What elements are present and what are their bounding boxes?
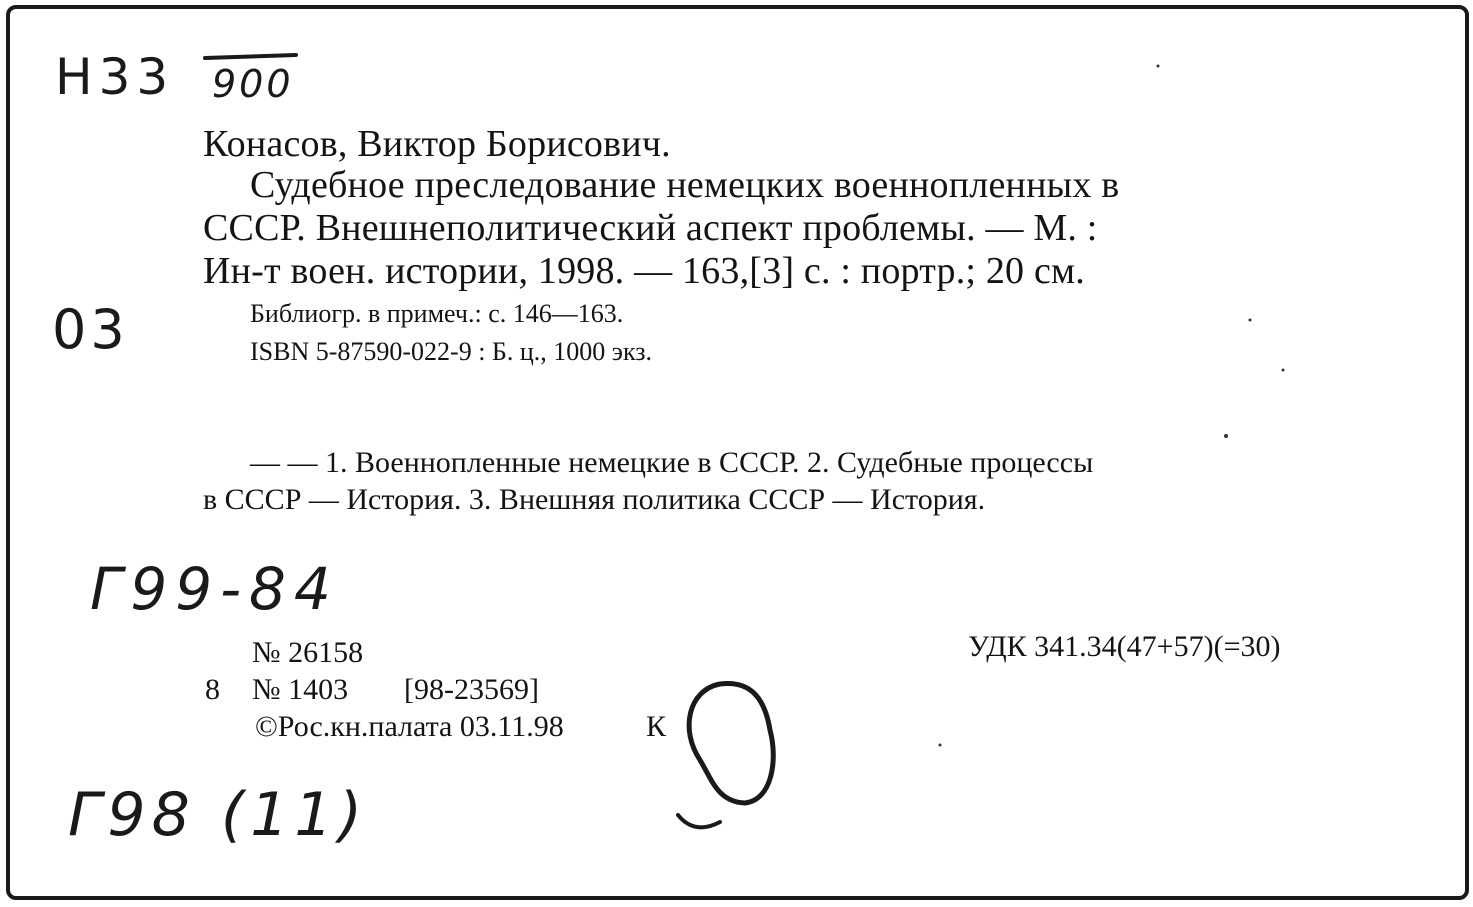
title-line-1: Судебное преследование немецких военнопленных в <box>250 164 1120 206</box>
card-prefix: 8 <box>205 673 220 706</box>
bibliography-note: Библиогр. в примеч.: с. 146—163. <box>250 299 624 328</box>
speck <box>1157 65 1160 68</box>
handwritten-code-left: 03 <box>52 298 129 361</box>
speck <box>1249 319 1252 322</box>
subject-headings-line-1: — — 1. Военнопленные немецкие в СССР. 2. Судебные процессы <box>250 446 1094 479</box>
stamp-letter: К <box>646 710 667 743</box>
copyright-line: ©Рос.кн.палата 03.11.98 <box>255 710 564 743</box>
speck <box>939 744 942 747</box>
handwritten-code-main: Н33 <box>55 48 175 106</box>
speck <box>1282 369 1285 372</box>
subject-headings-line-2: в СССР — История. 3. Внешняя политика СССР — История. <box>203 483 986 516</box>
card-number: № 26158 <box>252 636 364 669</box>
handwritten-shelf-mark-2: Г98 (11) <box>68 780 369 850</box>
isbn-line: ISBN 5-87590-022-9 : Б. ц., 1000 экз. <box>250 337 652 366</box>
author-heading: Конасов, Виктор Борисович. <box>203 123 671 165</box>
stamp-tail-stroke <box>678 815 720 827</box>
title-line-2: СССР. Внешнеполитический аспект проблемы. — М. : <box>203 207 1098 249</box>
udk-classification: УДК 341.34(47+57)(=30) <box>968 630 1281 663</box>
registration-code: [98-23569] <box>404 673 539 706</box>
handwritten-code-fraction: 900 <box>212 62 294 106</box>
card-number-2: № 1403 <box>252 673 349 706</box>
fraction-bar <box>205 55 296 58</box>
handwritten-shelf-mark-1: Г99-84 <box>90 555 339 623</box>
title-line-3: Ин-т воен. истории, 1998. — 163,[3] с. : портр.; 20 см. <box>203 250 1085 292</box>
oval-stamp <box>689 683 773 803</box>
speck <box>1224 434 1228 438</box>
